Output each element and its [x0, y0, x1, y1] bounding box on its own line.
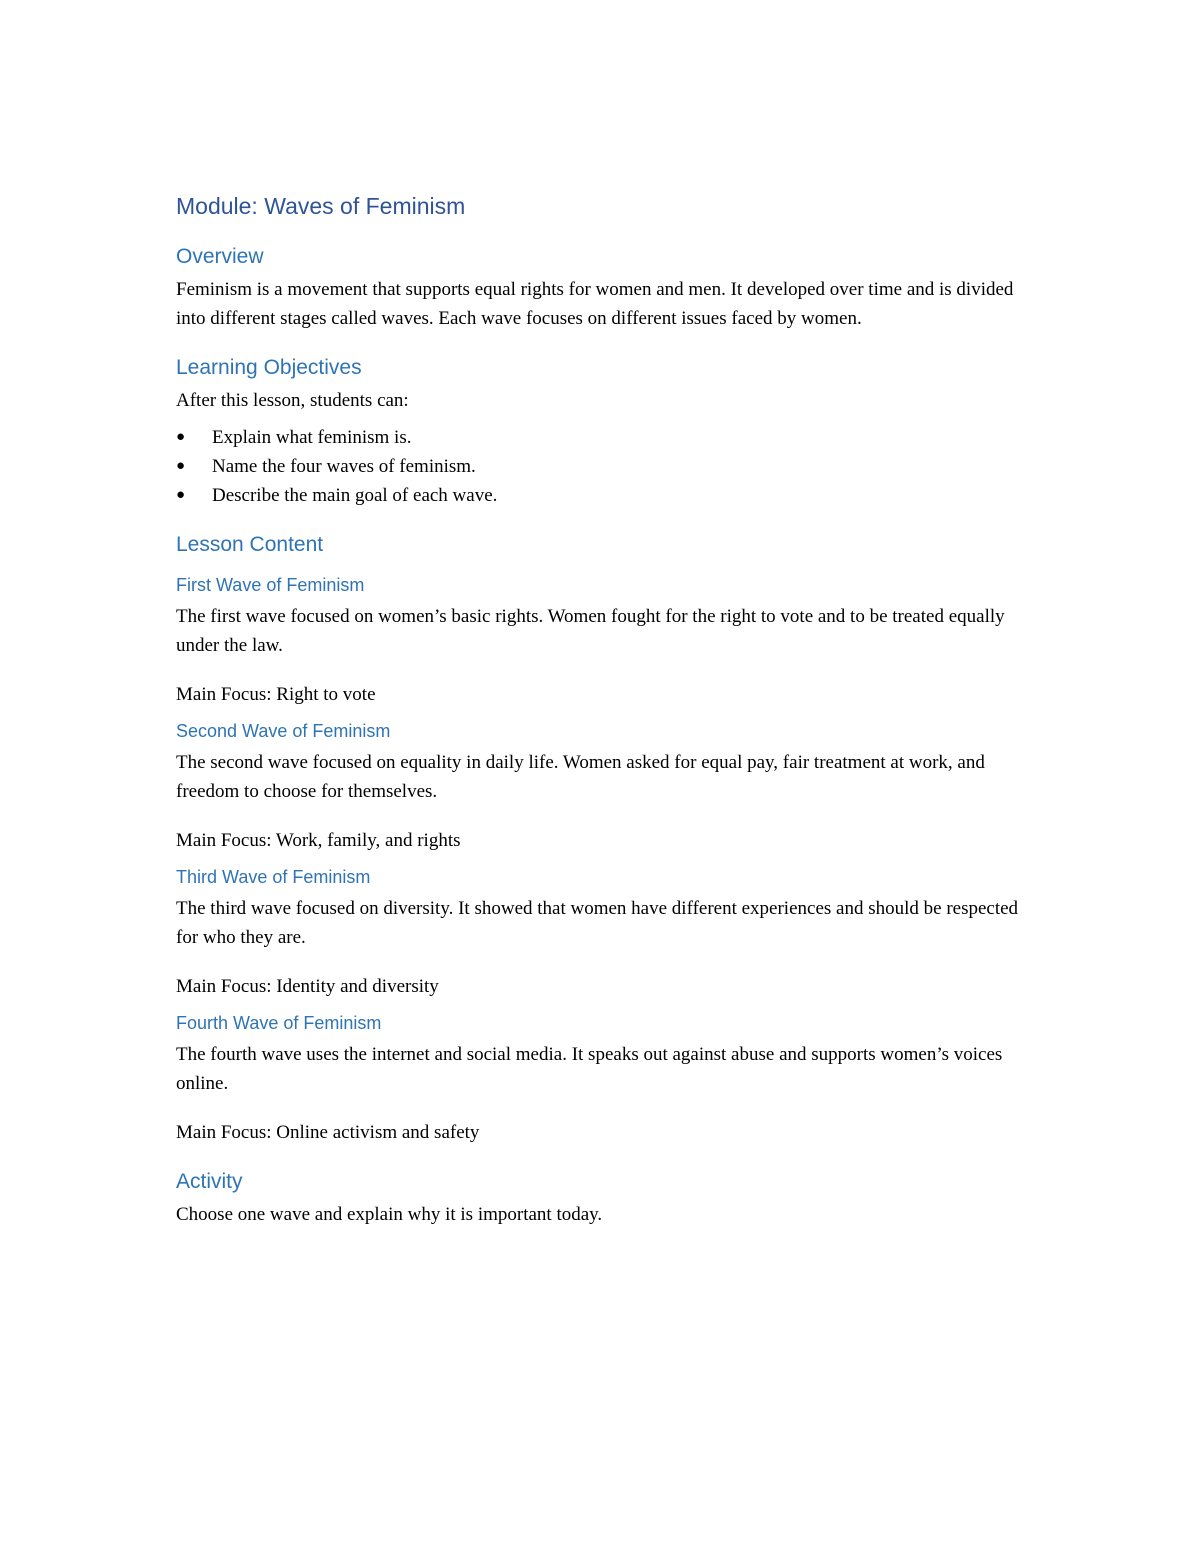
- overview-heading: Overview: [176, 245, 264, 268]
- third-wave-focus: Main Focus: Identity and diversity: [176, 976, 439, 997]
- objective-item: [176, 452, 1026, 481]
- first-wave-text: The first wave focused on women’s basic rights. Women fought for the right to vote and to be treated equally under the law.: [176, 606, 1005, 656]
- lesson-heading: Lesson Content: [176, 533, 324, 556]
- bullet-icon: ●: [176, 429, 186, 445]
- objective-text: Explain what feminism is.: [212, 427, 412, 448]
- third-wave-heading: Third Wave of Feminism: [176, 867, 371, 887]
- objective-item: [176, 481, 1026, 510]
- second-wave-text: The second wave focused on equality in daily life. Women asked for equal pay, fair treatment at work, and freedom to choose for themselves.: [176, 752, 985, 802]
- objective-text: Describe the main goal of each wave.: [212, 485, 498, 506]
- bullet-icon: ●: [176, 487, 186, 503]
- bullet-icon: ●: [176, 458, 186, 474]
- second-wave-heading: Second Wave of Feminism: [176, 721, 391, 741]
- overview-text: Feminism is a movement that supports equal rights for women and men. It developed over time and is divided into different stages called waves. Each wave focuses on different issues faced by women.: [176, 279, 1014, 329]
- activity-text: Choose one wave and explain why it is important today.: [176, 1204, 603, 1225]
- objectives-intro: After this lesson, students can:: [176, 390, 409, 411]
- page-title: Module: Waves of Feminism: [176, 193, 466, 219]
- first-wave-focus: Main Focus: Right to vote: [176, 684, 376, 705]
- fourth-wave-heading: Fourth Wave of Feminism: [176, 1013, 382, 1033]
- second-wave-focus: Main Focus: Work, family, and rights: [176, 830, 461, 851]
- first-wave-heading: First Wave of Feminism: [176, 575, 365, 595]
- objectives-list: [176, 423, 1026, 510]
- objective-text: Name the four waves of feminism.: [212, 456, 476, 477]
- activity-heading: Activity: [176, 1170, 243, 1193]
- fourth-wave-text: The fourth wave uses the internet and social media. It speaks out against abuse and supports women’s voices online.: [176, 1044, 1003, 1094]
- third-wave-text: The third wave focused on diversity. It showed that women have different experiences and should be respected for who they are.: [176, 898, 1019, 948]
- fourth-wave-focus: Main Focus: Online activism and safety: [176, 1122, 480, 1143]
- objective-item: [176, 423, 1026, 452]
- document-content: [176, 190, 1026, 1229]
- objectives-heading: Learning Objectives: [176, 356, 362, 379]
